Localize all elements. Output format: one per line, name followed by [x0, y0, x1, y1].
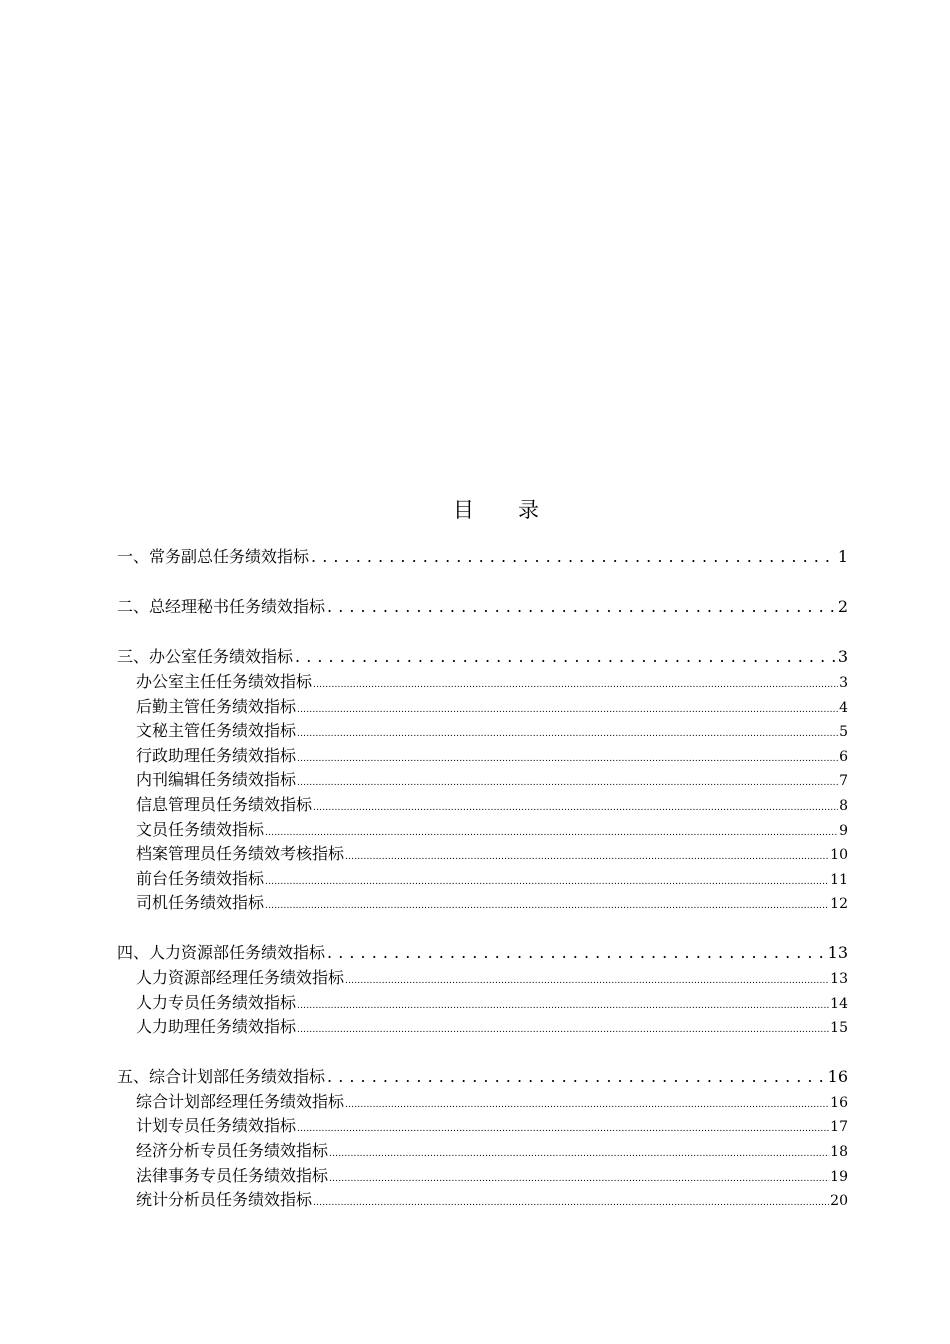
toc-entry[interactable] [117, 645, 848, 670]
toc-section [117, 595, 848, 620]
toc-subentry[interactable] [117, 1090, 848, 1115]
toc-subentry-label: 信息管理员任务绩效指标 [136, 794, 313, 814]
dot-leader [265, 894, 829, 919]
section-spacer [117, 916, 848, 941]
toc-subentry-label: 后勤主管任务绩效指标 [136, 696, 297, 716]
toc-subentry[interactable] [117, 1114, 848, 1139]
dot-leader [327, 941, 826, 966]
toc-subentry-label: 人力助理任务绩效指标 [136, 1017, 297, 1037]
toc-subentry[interactable] [117, 1164, 848, 1189]
toc-entry-label: 五、综合计划部任务绩效指标 [117, 1066, 326, 1086]
toc-subentry-page: 13 [830, 970, 848, 987]
toc-section [117, 645, 848, 916]
toc-subentry-label: 人力资源部经理任务绩效指标 [136, 967, 345, 987]
dot-leader [327, 595, 836, 620]
toc-subentry-label: 综合计划部经理任务绩效指标 [136, 1091, 345, 1111]
dot-leader [297, 771, 838, 796]
toc-entry[interactable] [117, 595, 848, 620]
toc-subentry-page: 5 [839, 724, 848, 741]
toc-subentry[interactable] [117, 719, 848, 744]
dot-leader [345, 969, 829, 994]
toc-title-char: 目 [453, 498, 474, 522]
toc-subentry-page: 17 [830, 1119, 848, 1136]
toc-entry-page: 13 [827, 942, 848, 962]
toc-entry-page: 3 [837, 647, 848, 666]
section-spacer [117, 570, 848, 595]
toc-subentry-label: 法律事务专员任务绩效指标 [136, 1165, 329, 1185]
dot-leader [295, 645, 836, 670]
toc-subentry-page: 7 [839, 773, 848, 790]
toc-subentry[interactable] [117, 1139, 848, 1164]
toc-subentry-page: 16 [830, 1094, 848, 1111]
toc-subentry-page: 9 [839, 822, 848, 839]
toc-subentry-label: 文秘主管任务绩效指标 [136, 721, 297, 741]
toc-subentry-label: 经济分析专员任务绩效指标 [136, 1140, 329, 1160]
toc-subentry-page: 14 [830, 995, 848, 1012]
toc-subentry-label: 办公室主任任务绩效指标 [136, 672, 313, 691]
toc-subentry-label: 文员任务绩效指标 [136, 819, 265, 839]
toc-subentry-page: 19 [830, 1168, 848, 1185]
dot-leader [313, 796, 838, 821]
toc-subentry-page: 12 [830, 896, 848, 913]
toc-subentry[interactable] [117, 818, 848, 843]
toc-section [117, 941, 848, 1040]
dot-leader [297, 747, 838, 772]
toc-subentry[interactable] [117, 991, 848, 1016]
dot-leader [297, 994, 829, 1019]
dot-leader [265, 870, 829, 895]
toc-entry[interactable] [117, 941, 848, 966]
dot-leader [297, 698, 838, 723]
toc-entry[interactable] [117, 545, 848, 570]
dot-leader [297, 722, 838, 747]
toc-subentry-page: 11 [830, 871, 848, 888]
toc-entry-label: 二、总经理秘书任务绩效指标 [117, 597, 326, 616]
toc-subentry-label: 行政助理任务绩效指标 [136, 745, 297, 765]
toc-entry-label: 四、人力资源部任务绩效指标 [117, 942, 326, 962]
dot-leader [265, 821, 838, 846]
section-spacer [117, 620, 848, 645]
toc-subentry-label: 统计分析员任务绩效指标 [136, 1190, 313, 1210]
toc-entry[interactable] [117, 1065, 848, 1090]
toc-subentry[interactable] [117, 670, 848, 695]
toc-entry-page: 16 [827, 1066, 848, 1086]
toc-subentry-label: 前台任务绩效指标 [136, 868, 265, 888]
toc-subentry-label: 内刊编辑任务绩效指标 [136, 770, 297, 790]
toc-entry-page: 2 [837, 597, 848, 616]
toc-subentry-page: 3 [839, 675, 848, 691]
toc-subentry[interactable] [117, 867, 848, 892]
toc-subentry-page: 15 [830, 1020, 848, 1037]
toc-title [0, 494, 950, 524]
toc-subentry-label: 档案管理员任务绩效考核指标 [136, 844, 345, 864]
toc-subentry-page: 4 [839, 699, 848, 716]
toc-title-char: 录 [518, 498, 539, 522]
toc-subentry-page: 10 [830, 847, 848, 864]
toc-subentry[interactable] [117, 744, 848, 769]
toc-subentry[interactable] [117, 1015, 848, 1040]
section-spacer [117, 1040, 848, 1065]
toc-subentry-page: 6 [839, 748, 848, 765]
dot-leader [345, 845, 829, 870]
dot-leader [313, 673, 838, 698]
toc-section [117, 1065, 848, 1213]
toc-entry-label: 三、办公室任务绩效指标 [117, 647, 294, 666]
toc-subentry-page: 18 [830, 1143, 848, 1160]
toc-entry-page: 1 [837, 547, 848, 566]
dot-leader [297, 1117, 829, 1142]
toc-subentry[interactable] [117, 891, 848, 916]
toc-subentry[interactable] [117, 768, 848, 793]
toc-subentry[interactable] [117, 1188, 848, 1213]
toc-subentry[interactable] [117, 842, 848, 867]
dot-leader [345, 1093, 829, 1118]
dot-leader [313, 1191, 829, 1216]
dot-leader [329, 1167, 829, 1192]
toc-section [117, 545, 848, 570]
table-of-contents [117, 545, 848, 1213]
toc-subentry-label: 人力专员任务绩效指标 [136, 992, 297, 1012]
toc-subentry[interactable] [117, 966, 848, 991]
toc-subentry[interactable] [117, 695, 848, 720]
toc-subentry[interactable] [117, 793, 848, 818]
toc-subentry-label: 司机任务绩效指标 [136, 893, 265, 913]
dot-leader [311, 545, 836, 570]
dot-leader [329, 1142, 829, 1167]
dot-leader [297, 1018, 829, 1043]
toc-entry-label: 一、常务副总任务绩效指标 [117, 547, 310, 566]
toc-subentry-page: 8 [839, 797, 848, 814]
dot-leader [327, 1065, 826, 1090]
toc-subentry-page: 20 [830, 1193, 848, 1210]
toc-subentry-label: 计划专员任务绩效指标 [136, 1116, 297, 1136]
